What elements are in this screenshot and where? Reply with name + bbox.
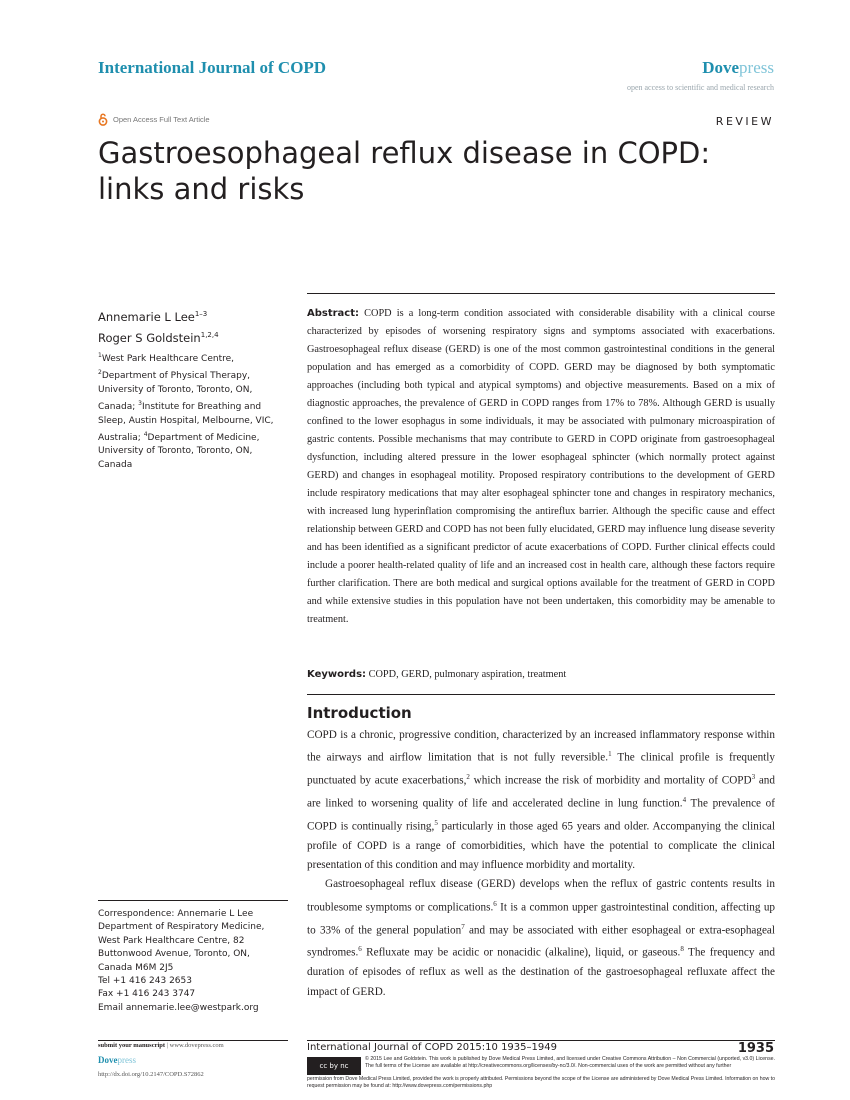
author-2: Roger S Goldstein$^{1,2,4}$ — [98, 330, 219, 345]
affiliations: $^1$West Park Healthcare Centre, $^2$Department of Physical Therapy, University of Toronto, Toronto, ON, Canada; $^3$Institute for Breathing and Sleep, Austin Hospital, Melbourne, VIC, Australia; $^4$Department of Medicine, University of Toronto, Toronto, ON, Canada — [98, 352, 274, 470]
citation-marker[interactable]: 3 — [751, 773, 756, 782]
keywords-label: Keywords: — [307, 669, 367, 680]
footer-publisher-logo: Dovepress — [98, 1055, 136, 1065]
abstract-top-rule — [307, 293, 775, 294]
submit-manuscript-link[interactable]: submit your manuscript | www.dovepress.com — [98, 1042, 224, 1049]
open-access-lock-icon — [98, 113, 108, 126]
paragraph-text: Gastroesophageal reflux disease (GERD) develops when the reflux of gastric contents results in troublesome symptoms or complications. — [307, 878, 775, 914]
paragraph-text: The prevalence of COPD is continually rising, — [307, 797, 775, 833]
keywords-text: COPD, GERD, pulmonary aspiration, treatment — [368, 669, 567, 680]
correspondence-rule — [98, 900, 288, 901]
license-text-continued: permission from Dove Medical Press Limited, provided the work is properly attributed. Permissions beyond the scope of the License are administered by Dove Medical Press Limited. Information on how to request permission may be found at: http://www.dovepress.com/permissions.php — [307, 1076, 775, 1089]
author-list — [98, 305, 219, 347]
doi-link[interactable]: http://dx.doi.org/10.2147/COPD.S72862 — [98, 1071, 204, 1078]
article-type: REVIEW — [715, 115, 774, 128]
citation-marker[interactable]: 7 — [461, 922, 465, 931]
paragraph-text: and may be associated with either esophageal or extra-esophageal syndromes. — [307, 924, 776, 960]
citation-marker[interactable]: 2 — [466, 773, 470, 782]
license-text: © 2015 Lee and Goldstein. This work is published by Dove Medical Press Limited, and licensed under Creative Commons Attribution – Non Commercial (unported, v3.0) License. The full terms of the License are available at http://creativecommons.org/licenses/by-nc/3.0/. Non-commercial uses of the work are permitted without any further — [365, 1056, 775, 1069]
abstract-bottom-rule — [307, 694, 775, 695]
abstract-text: COPD is a long-term condition associated with considerable disability with a clinical course characterized by episodes of worsening respiratory signs and symptoms associated with exacerbations. Gastroesophageal reflux disease (GERD) is one of the most common gastrointestinal conditions in the general population and has emerged as a comorbidity of COPD. GERD may be diagnosed by both symptomatic approaches (including both typical and atypical symptoms) and objective measurements. Based on a mix of diagnostic approaches, the prevalence of GERD in COPD ranges from 17% to 78%. Although GERD is usually confined to the lower esophagus in some individuals, it may be associated with pulmonary microaspiration of gastric contents. Possible mechanisms that may contribute to GERD in COPD originate from gastroesophageal dysfunction, including altered pressure in the lower esophageal sphincter (which normally protect against GERD) and changes in esophageal motility. Proposed respiratory contributions to the development of GERD include respiratory medications that may alter esophageal sphincter tone and changes in respiratory mechanics, with increased lung hyperinflation compromising the antireflux barrier. Although the specific cause and effect relationship between GERD and COPD has not been fully elucidated, GERD may influence lung disease severity and has been identified as a significant predictor of acute exacerbations of COPD. Further clinical effects could include a poorer health-related quality of life and an increased cost in health care, although these factors require further clarification. There are both medical and surgical options available for the treatment of GERD in COPD and while extensive studies in this population have not been undertaken, this comorbidity may be amenable to treatment. — [307, 308, 776, 625]
citation-marker[interactable]: 8 — [680, 945, 684, 954]
publisher-tagline: open access to scientific and medical research — [626, 83, 774, 92]
abstract-label: Abstract: — [307, 308, 360, 319]
correspondence: Correspondence: Annemarie L Lee Department of Respiratory Medicine, West Park Healthcare Centre, 82 Buttonwood Avenue, Toronto, ON, Canada M6M 2J5 Tel +1 416 243 2653 Fax +1 416 243 3747 Email annemarie.lee@westpark.org — [98, 908, 293, 1015]
footer-rule-left — [98, 1040, 288, 1041]
open-access-badge — [98, 113, 210, 126]
paragraph-text: and are linked to worsening quality of life and accelerated decline in lung function. — [307, 774, 775, 810]
article-title: Gastroesophageal reflux disease in COPD: links and risks — [98, 136, 711, 206]
publisher-logo-dove: Dove — [702, 58, 740, 77]
introduction-paragraph-2 — [307, 875, 775, 1001]
paragraph-text: which increase the risk of morbidity and mortality of COPD — [469, 774, 752, 787]
paragraph-text: The clinical profile is frequently punctuated by acute exacerbations, — [307, 751, 775, 787]
citation-marker[interactable]: 1 — [608, 750, 612, 759]
footer-rule-right — [307, 1040, 775, 1041]
citation-marker[interactable]: 4 — [682, 796, 687, 805]
journal-name: International Journal of COPD — [98, 58, 327, 77]
abstract — [307, 305, 775, 629]
paragraph-text: The frequency and duration of episodes of reflux as well as the destination of the gastroesophageal refluxate affect the impact of GERD. — [307, 947, 775, 998]
citation: International Journal of COPD 2015:10 1935–1949 — [307, 1042, 557, 1053]
publisher-logo — [702, 58, 774, 78]
citation-marker[interactable]: 6 — [493, 899, 497, 908]
introduction-heading: Introduction — [307, 704, 412, 722]
open-access-label: Open Access Full Text Article — [113, 115, 210, 124]
creative-commons-icon[interactable]: cc by nc — [307, 1057, 361, 1075]
author-1: Annemarie L Lee$^{1-3}$ — [98, 309, 208, 324]
citation-marker[interactable]: 5 — [434, 819, 438, 828]
page-number: 1935 — [737, 1041, 774, 1056]
paragraph-text: Refluxate may be acidic or nonacidic (alkaline), liquid, or gaseous. — [361, 947, 681, 960]
introduction-body — [307, 726, 775, 1002]
correspondence-email[interactable]: Email annemarie.lee@westpark.org — [98, 1002, 259, 1013]
paragraph-text: It is a common upper gastrointestinal condition, affecting up to 33% of the general population — [307, 901, 776, 937]
paragraph-text: particularly in those aged 65 years and older. Accompanying the clinical profile of COPD is a range of comorbidities, which have the potential to complicate the clinical presentation of this condition and may influence morbidity and mortality. — [307, 820, 775, 872]
introduction-paragraph-1 — [307, 726, 775, 875]
keywords — [307, 666, 775, 684]
citation-marker[interactable]: 6 — [358, 945, 362, 954]
paragraph-text: COPD is a chronic, progressive condition, characterized by an increased inflammatory response within the airways and airflow limitation that is not fully reversible. — [307, 729, 775, 764]
publisher-logo-press: press — [739, 58, 774, 77]
